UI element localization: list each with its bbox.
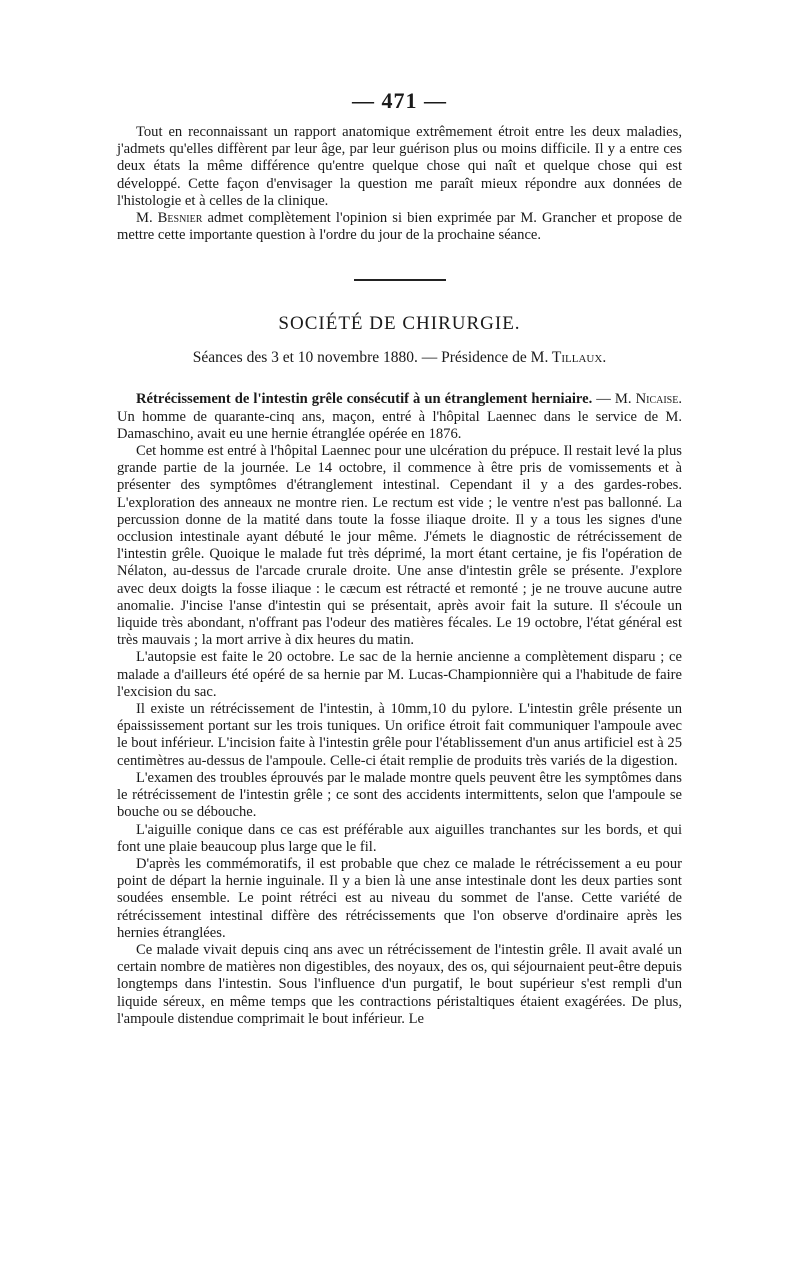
article-lead-text: . Un homme de quarante-cinq ans, maçon, entré à l'hôpital Laennec dans le service de M. Damaschino, avait eu une hernie étranglée opérée en 1876. <box>117 391 682 442</box>
article-lead-paragraph <box>117 391 682 443</box>
article-author-prefix: — M. <box>592 391 636 408</box>
intro-paragraph-2-text: admet complètement l'opinion si bien exprimée par M. Grancher et propose de mettre cette importante question à l'ordre du jour de la prochaine séance. <box>117 210 683 244</box>
article-author: Nicaise <box>635 391 679 408</box>
section-divider <box>354 279 446 281</box>
page-number: — 471 — <box>352 88 447 113</box>
speaker-name: M. Besnier <box>135 210 203 227</box>
session-line <box>117 349 682 367</box>
article-paragraph: L'examen des troubles éprouvés par le malade montre quels peuvent être les symptômes dans le rétrécissement de l'intestin grêle ; ce sont des accidents intermittents, selon que l'ampoule se bouche ou se débouche. <box>117 769 682 821</box>
article-title: Rétrécissement de l'intestin grêle consécutif à un étranglement herniaire. <box>135 391 593 408</box>
session-president: M. Tillaux. <box>530 349 607 367</box>
intro-paragraph-1: Tout en reconnaissant un rapport anatomique extrêmement étroit entre les deux maladies, j'admets qu'elles diffèrent par leur âge, par leur guérison plus ou moins difficile. Il y a entre ces deux états la même différence qu'entre quelque chose qui naît et quelque chose qui est développé. Cette façon d'envisager la question me paraît mieux répondre aux données de l'histologie et à celles de la clinique. <box>117 124 682 209</box>
article-paragraph: L'aiguille conique dans ce cas est préférable aux aiguilles tranchantes sur les bords, et qui font une plaie beaucoup plus large que le fil. <box>117 821 682 855</box>
article-paragraph: L'autopsie est faite le 20 octobre. Le sac de la hernie ancienne a complètement disparu ; ce malade a d'ailleurs été opéré de sa hernie par M. Lucas-Championnière qui a l'habitude de faire l'excision du sac. <box>117 649 682 700</box>
intro-paragraph-2 <box>117 210 682 244</box>
article-paragraph: D'après les commémoratifs, il est probable que chez ce malade le rétrécissement a eu pour point de départ la hernie inguinale. Il y a bien là une anse intestinale dont les deux parties sont soudées ensemble. Le point rétréci est au niveau du sommet de l'anse. Cette variété de rétrécissement intestinal diffère des rétrécissements que l'on observe d'ordinaire après les hernies étranglées. <box>117 855 682 941</box>
section-heading: SOCIÉTÉ DE CHIRURGIE. <box>278 313 521 335</box>
article-paragraph: Ce malade vivait depuis cinq ans avec un rétrécissement de l'intestin grêle. Il avait avalé un certain nombre de matières non digestibles, des noyaux, des os, qui séjournaient peut-être depuis longtemps dans l'intestin. Sous l'influence d'un purgatif, le bout supérieur s'est rempli d'un liquide séreux, en même temps que les contractions péristaltiques étaient exagérées. De plus, l'ampoule distendue comprimait le bout inférieur. Le <box>117 941 682 1027</box>
session-prefix: Séances des 3 et 10 novembre 1880. — Présidence de <box>192 349 531 367</box>
article-paragraph: Cet homme est entré à l'hôpital Laennec pour une ulcération du prépuce. Il restait levé la plus grande partie de la journée. Le 14 octobre, il commence à être pris de vomissements et à présenter des symptômes d'étranglement intestinal. Cependant il y a des gardes-robes. L'exploration des anneaux ne montre rien. Le rectum est vide ; le ventre n'est pas ballonné. La percussion donne de la matité dans toute la fosse iliaque droite. Il y a tous les signes d'une occlusion intestinale ayant débuté le jour même. J'émets le diagnostic de rétrécissement de l'intestin grêle. Quoique le malade fut très déprimé, la mort étant certaine, je fis l'opération de Nélaton, au-dessus de l'arcade crurale droite. Une anse d'intestin grêle se présente. J'explore avec deux doigts la fosse iliaque : le cæcum est rétracté et remonté ; je ne trouve aucune autre anomalie. J'incise l'anse d'intestin qui se présentait, après avoir fait la suture. Il s'écoule un liquide très abondant, n'offrant pas l'odeur des matières fécales. Le 19 octobre, l'état général est très mauvais ; la mort arrive à dix heures du matin. <box>117 443 682 649</box>
article-paragraph: Il existe un rétrécissement de l'intestin, à 10mm,10 du pylore. L'intestin grêle présente un épaississement portant sur les trois tuniques. Un orifice étroit fait communiquer l'ampoule avec le bout inférieur. L'incision faite à l'intestin grêle pour l'établissement d'un anus artificiel est à 25 centimètres au-dessus de l'ampoule. Celle-ci était remplie de produits très variés de la digestion. <box>117 701 682 769</box>
page <box>117 88 682 1028</box>
